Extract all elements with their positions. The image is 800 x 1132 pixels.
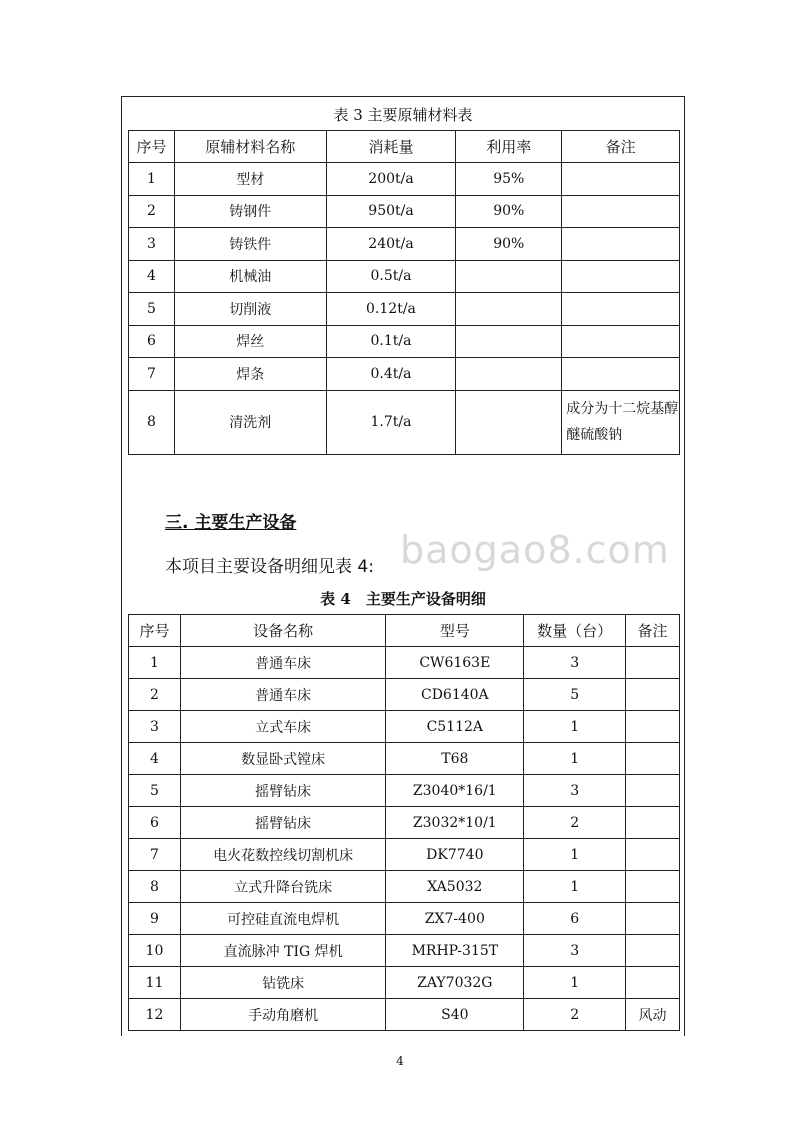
table-cell: 普通车床 bbox=[180, 679, 386, 711]
table-cell bbox=[456, 325, 562, 358]
header-cell: 备注 bbox=[626, 615, 680, 647]
table-cell: Z3040*16/1 bbox=[386, 775, 524, 807]
table-cell: 型材 bbox=[174, 163, 326, 196]
header-cell: 序号 bbox=[129, 131, 175, 163]
table-cell: 普通车床 bbox=[180, 647, 386, 679]
table-cell: 钻铣床 bbox=[180, 967, 386, 999]
section-paragraph: 本项目主要设备明细见表 4: bbox=[165, 557, 374, 577]
table-cell: 焊丝 bbox=[174, 325, 326, 358]
table-row bbox=[129, 903, 680, 935]
table-row bbox=[129, 390, 680, 454]
table-cell: 0.1t/a bbox=[326, 325, 456, 358]
table-cell: 清洗剂 bbox=[174, 390, 326, 454]
table-cell: ZX7-400 bbox=[386, 903, 524, 935]
table-cell: 90% bbox=[456, 195, 562, 228]
table-cell bbox=[626, 647, 680, 679]
table-cell bbox=[626, 743, 680, 775]
table-cell: 7 bbox=[129, 358, 175, 391]
table-cell bbox=[562, 195, 680, 228]
table-cell bbox=[626, 807, 680, 839]
header-cell: 设备名称 bbox=[180, 615, 386, 647]
header-cell: 利用率 bbox=[456, 131, 562, 163]
table-cell bbox=[626, 935, 680, 967]
header-cell: 数量（台） bbox=[524, 615, 626, 647]
table-row bbox=[129, 163, 680, 196]
table-cell: 数显卧式镗床 bbox=[180, 743, 386, 775]
table4-title: 表 4 主要生产设备明细 bbox=[320, 590, 486, 608]
page-number: 4 bbox=[396, 1054, 404, 1068]
table-cell: 7 bbox=[129, 839, 181, 871]
table-cell bbox=[562, 228, 680, 261]
table-cell: 3 bbox=[524, 775, 626, 807]
table-cell bbox=[562, 260, 680, 293]
table-cell bbox=[456, 293, 562, 326]
table-cell: 2 bbox=[129, 195, 175, 228]
table-cell: 200t/a bbox=[326, 163, 456, 196]
table-cell: 4 bbox=[129, 743, 181, 775]
table-cell: 切削液 bbox=[174, 293, 326, 326]
table-cell bbox=[626, 775, 680, 807]
table-cell: 摇臂钻床 bbox=[180, 775, 386, 807]
table-cell: DK7740 bbox=[386, 839, 524, 871]
table-cell: CD6140A bbox=[386, 679, 524, 711]
table-cell: 5 bbox=[129, 775, 181, 807]
table-row bbox=[129, 293, 680, 326]
watermark: baogao8.com bbox=[400, 528, 670, 572]
table-cell: T68 bbox=[386, 743, 524, 775]
table-row bbox=[129, 807, 680, 839]
table-cell: 1 bbox=[524, 711, 626, 743]
table-cell: 1 bbox=[524, 871, 626, 903]
table-cell: 摇臂钻床 bbox=[180, 807, 386, 839]
table-row bbox=[129, 260, 680, 293]
table-cell: 立式车床 bbox=[180, 711, 386, 743]
table-cell: 电火花数控线切割机床 bbox=[180, 839, 386, 871]
table-row bbox=[129, 195, 680, 228]
table-cell: 6 bbox=[129, 325, 175, 358]
table-cell: 95% bbox=[456, 163, 562, 196]
table-row bbox=[129, 967, 680, 999]
table-cell: 240t/a bbox=[326, 228, 456, 261]
header-row bbox=[129, 131, 680, 163]
table-row bbox=[129, 839, 680, 871]
table-row bbox=[129, 871, 680, 903]
table-cell bbox=[626, 903, 680, 935]
table-cell: 3 bbox=[129, 711, 181, 743]
table-cell: 0.5t/a bbox=[326, 260, 456, 293]
table-equipment bbox=[128, 614, 680, 1031]
table-cell bbox=[626, 711, 680, 743]
table-cell: 4 bbox=[129, 260, 175, 293]
table-cell: 8 bbox=[129, 871, 181, 903]
table3-title: 表 3 主要原辅材料表 bbox=[333, 106, 473, 124]
table-cell: 立式升降台铣床 bbox=[180, 871, 386, 903]
table-cell: 可控硅直流电焊机 bbox=[180, 903, 386, 935]
table-cell: 6 bbox=[129, 807, 181, 839]
table-cell: 1 bbox=[129, 163, 175, 196]
table-cell: 2 bbox=[129, 679, 181, 711]
table-cell: 11 bbox=[129, 967, 181, 999]
table-cell: 1 bbox=[524, 967, 626, 999]
table-cell: 1 bbox=[524, 839, 626, 871]
table-cell bbox=[456, 358, 562, 391]
table-cell: 5 bbox=[129, 293, 175, 326]
table-cell: 焊条 bbox=[174, 358, 326, 391]
table-row bbox=[129, 935, 680, 967]
table-cell: 8 bbox=[129, 390, 175, 454]
table-cell: ZAY7032G bbox=[386, 967, 524, 999]
header-cell: 消耗量 bbox=[326, 131, 456, 163]
table-cell: MRHP-315T bbox=[386, 935, 524, 967]
table-cell: 0.4t/a bbox=[326, 358, 456, 391]
table-cell: 0.12t/a bbox=[326, 293, 456, 326]
table-cell bbox=[456, 390, 562, 454]
table-cell: 6 bbox=[524, 903, 626, 935]
table-cell: 铸铁件 bbox=[174, 228, 326, 261]
table-cell: 手动角磨机 bbox=[180, 999, 386, 1031]
table-cell: 铸钢件 bbox=[174, 195, 326, 228]
table-row bbox=[129, 325, 680, 358]
table-row bbox=[129, 743, 680, 775]
table-cell bbox=[626, 967, 680, 999]
header-row bbox=[129, 615, 680, 647]
table-row bbox=[129, 711, 680, 743]
table-cell: 2 bbox=[524, 807, 626, 839]
table-cell bbox=[562, 293, 680, 326]
table-row bbox=[129, 228, 680, 261]
table-cell bbox=[626, 839, 680, 871]
table-cell: XA5032 bbox=[386, 871, 524, 903]
table-cell: 1 bbox=[524, 743, 626, 775]
table-cell: CW6163E bbox=[386, 647, 524, 679]
header-cell: 原辅材料名称 bbox=[174, 131, 326, 163]
table-cell: S40 bbox=[386, 999, 524, 1031]
table-cell: 1 bbox=[129, 647, 181, 679]
table-cell: 3 bbox=[129, 228, 175, 261]
table-row bbox=[129, 647, 680, 679]
header-cell: 备注 bbox=[562, 131, 680, 163]
table-cell: 直流脉冲 TIG 焊机 bbox=[180, 935, 386, 967]
table-cell: 5 bbox=[524, 679, 626, 711]
table-cell bbox=[562, 358, 680, 391]
table-cell: 2 bbox=[524, 999, 626, 1031]
table-cell: 3 bbox=[524, 935, 626, 967]
table-row bbox=[129, 775, 680, 807]
table-cell bbox=[562, 163, 680, 196]
table-cell bbox=[562, 325, 680, 358]
header-cell: 型号 bbox=[386, 615, 524, 647]
table-cell: 950t/a bbox=[326, 195, 456, 228]
table-raw-materials bbox=[128, 130, 680, 455]
table-cell: 12 bbox=[129, 999, 181, 1031]
table-row bbox=[129, 999, 680, 1031]
table-cell bbox=[626, 679, 680, 711]
header-cell: 序号 bbox=[129, 615, 181, 647]
table-cell: 1.7t/a bbox=[326, 390, 456, 454]
table-row bbox=[129, 679, 680, 711]
section-heading: 三. 主要生产设备 bbox=[165, 513, 297, 533]
table-cell bbox=[456, 260, 562, 293]
table-cell: 3 bbox=[524, 647, 626, 679]
table-cell bbox=[626, 871, 680, 903]
table-cell: 9 bbox=[129, 903, 181, 935]
table-cell: 10 bbox=[129, 935, 181, 967]
table-cell: C5112A bbox=[386, 711, 524, 743]
table-cell: Z3032*10/1 bbox=[386, 807, 524, 839]
table-cell: 机械油 bbox=[174, 260, 326, 293]
table-cell: 成分为十二烷基醇醚硫酸钠 bbox=[562, 390, 680, 454]
table-cell: 90% bbox=[456, 228, 562, 261]
table-row bbox=[129, 358, 680, 391]
table-cell: 风动 bbox=[626, 999, 680, 1031]
